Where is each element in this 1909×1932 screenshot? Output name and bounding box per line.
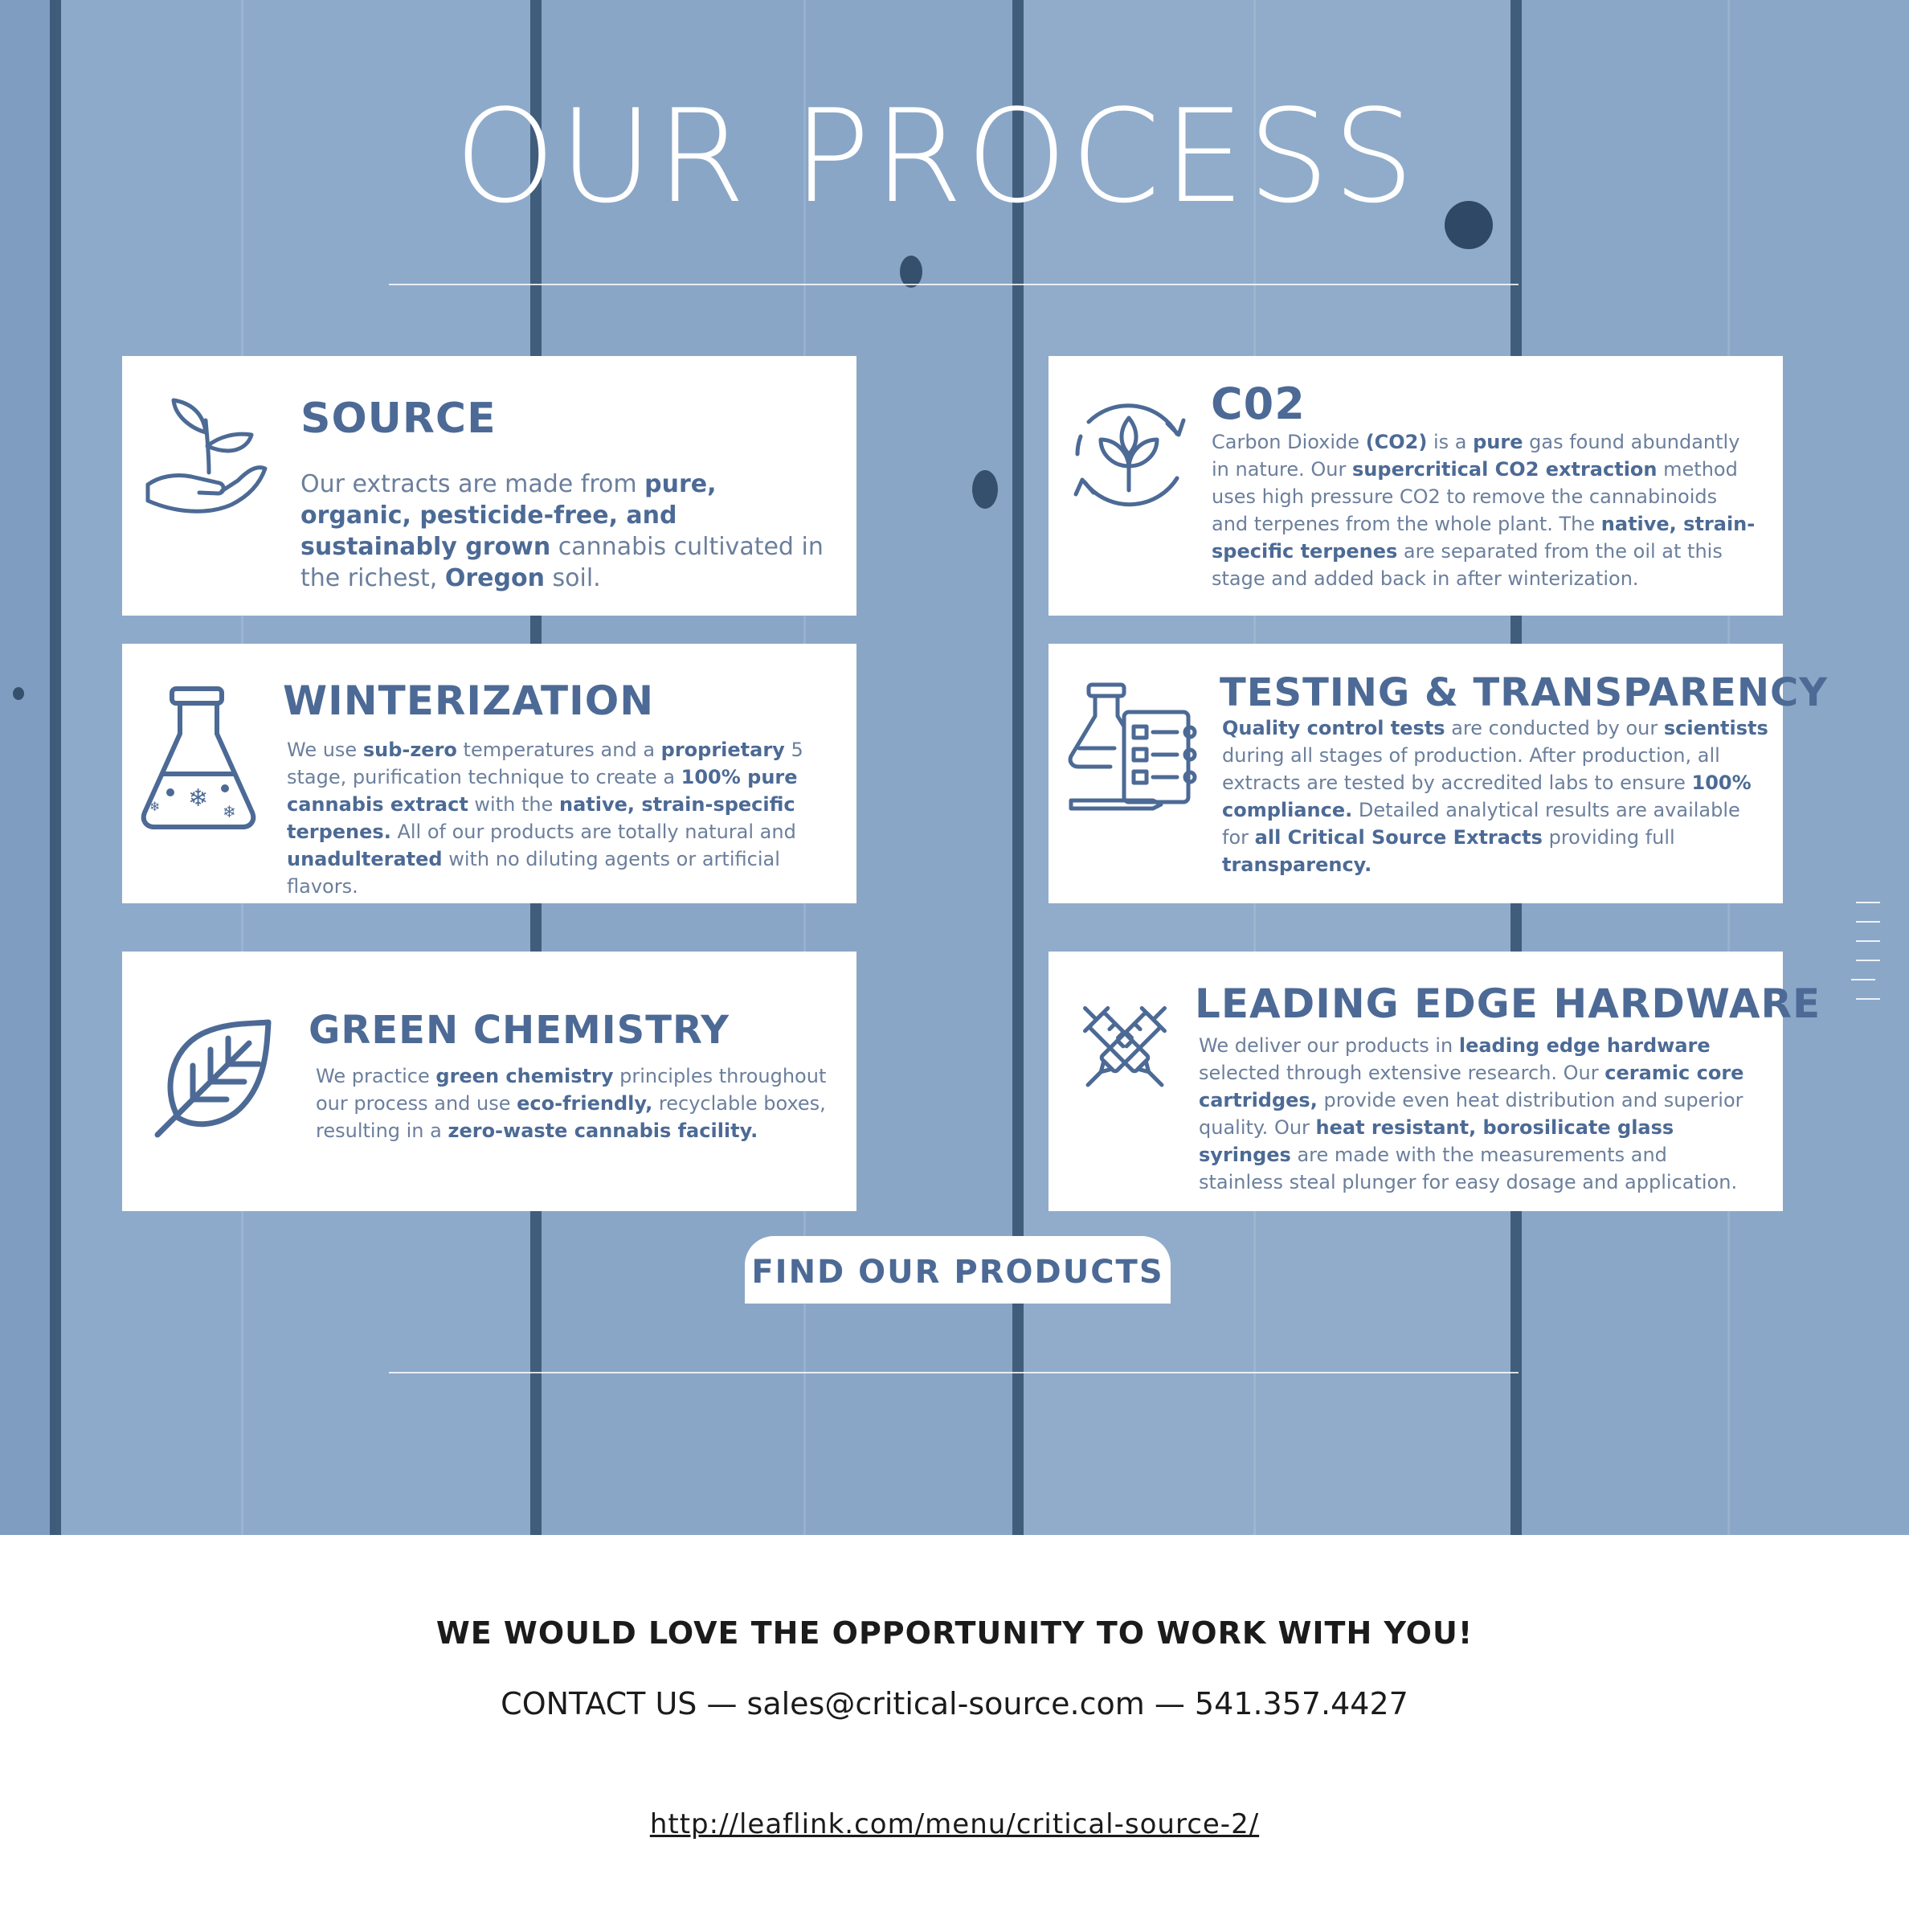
text-segment: are conducted by our: [1445, 717, 1664, 739]
bold-text-segment: pure: [1473, 431, 1523, 453]
bold-text-segment: (CO2): [1365, 431, 1428, 453]
bold-text-segment: ceramic core cartridges,: [1199, 1062, 1744, 1111]
bold-text-segment: zero-waste cannabis facility.: [448, 1119, 758, 1142]
text-segment: recyclable boxes, resulting in a: [316, 1092, 826, 1142]
text-segment: with no diluting agents or artificial flavors.: [287, 848, 780, 898]
bold-text-segment: Quality control tests: [1222, 717, 1445, 739]
text-segment: All of our products are totally natural and: [390, 821, 796, 843]
text-segment: are separated from the oil at this stage and added back in after winterization.: [1212, 540, 1723, 590]
bold-text-segment: proprietary: [660, 739, 785, 761]
text-segment: gas found abundantly in nature. Our: [1212, 431, 1740, 481]
nav-dot[interactable]: [1856, 960, 1880, 961]
nav-dot[interactable]: [1856, 921, 1880, 923]
card-title: WINTERIZATION: [283, 677, 655, 724]
bold-text-segment: unadulterated: [287, 848, 443, 870]
bold-text-segment: green chemistry: [435, 1065, 614, 1087]
text-segment: Detailed analytical results are available for: [1222, 799, 1740, 849]
flask-snowflake-icon: [138, 684, 259, 836]
page-title: OUR PROCESS: [454, 81, 1418, 231]
bold-text-segment: 100% compliance.: [1222, 772, 1752, 821]
bold-text-segment: supercritical CO2 extraction: [1352, 458, 1658, 481]
card-description: [1222, 714, 1768, 878]
text-segment: soil.: [544, 564, 601, 592]
find-products-button[interactable]: FIND OUR PRODUCTS: [745, 1236, 1171, 1304]
card-title: LEADING EDGE HARDWARE: [1195, 980, 1821, 1027]
text-segment: are made with the measurements and stainless steal plunger for easy dosage and application.: [1199, 1144, 1738, 1193]
text-segment: method uses high pressure CO2 to remove the cannabinoids and terpenes from the whole plant. The: [1212, 458, 1738, 535]
leaflink-menu-link[interactable]: http://leaflink.com/menu/critical-source-2/: [649, 1808, 1260, 1840]
bold-text-segment: leading edge hardware: [1458, 1034, 1711, 1057]
text-segment: cannabis cultivated in the richest,: [300, 533, 824, 592]
card-title: TESTING & TRANSPARENCY: [1220, 670, 1828, 715]
bold-text-segment: native, strain-specific terpenes.: [287, 793, 795, 843]
bold-text-segment: 100% pure cannabis extract: [287, 766, 798, 816]
card-description: [1212, 428, 1758, 592]
card-description: [287, 736, 833, 900]
bold-text-segment: Oregon: [444, 564, 545, 592]
card-description: [316, 1062, 830, 1144]
card-description: [300, 469, 831, 594]
text-segment: Our extracts are made from: [300, 470, 645, 498]
bold-text-segment: eco-friendly,: [517, 1092, 653, 1115]
footer-link-container: [0, 1808, 1909, 1840]
card-description: [1199, 1032, 1745, 1196]
bold-text-segment: native, strain-specific terpenes: [1212, 513, 1756, 563]
card-source: [122, 356, 856, 616]
leaf-icon: [154, 1017, 275, 1141]
wood-knot: [900, 256, 922, 288]
lab-checklist-icon: [1066, 680, 1203, 820]
svg-text:❄: ❄: [188, 784, 209, 813]
text-segment: We use: [287, 739, 363, 761]
text-segment: We practice: [316, 1065, 436, 1087]
nav-dot-active[interactable]: [1851, 979, 1875, 980]
nav-dot[interactable]: [1856, 940, 1880, 942]
card-title: GREEN CHEMISTRY: [309, 1008, 730, 1053]
bold-text-segment: all Critical Source Extracts: [1254, 826, 1543, 849]
wood-knot: [13, 687, 24, 700]
text-segment: Carbon Dioxide: [1212, 431, 1366, 453]
svg-text:❄: ❄: [223, 802, 236, 821]
text-segment: with the: [468, 793, 559, 816]
text-segment: temperatures and a: [456, 739, 661, 761]
text-segment: is a: [1427, 431, 1474, 453]
nav-dot[interactable]: [1856, 902, 1880, 903]
divider-bottom: [389, 1372, 1519, 1373]
text-segment: during all stages of production. After production, all extracts are tested by accredited labs to ensure: [1222, 744, 1720, 794]
bold-text-segment: transparency.: [1222, 853, 1372, 876]
bold-text-segment: heat resistant, borosilicate glass syringes: [1199, 1116, 1674, 1166]
bold-text-segment: scientists: [1663, 717, 1768, 739]
nav-dot[interactable]: [1856, 998, 1880, 1000]
text-segment: selected through extensive research. Our: [1199, 1062, 1605, 1084]
text-segment: providing full: [1542, 826, 1675, 849]
card-hardware: [1049, 952, 1821, 1211]
divider-top: [389, 284, 1519, 285]
footer-headline: WE WOULD LOVE THE OPPORTUNITY TO WORK WITH YOU!: [435, 1615, 1474, 1651]
text-segment: provide even heat distribution and superior quality. Our: [1199, 1089, 1743, 1139]
crossed-syringes-icon: [1065, 992, 1185, 1107]
card-co2: [1049, 356, 1783, 616]
card-title: SOURCE: [300, 395, 497, 443]
recycle-leaf-icon: [1065, 390, 1193, 522]
section-nav-dots[interactable]: [1856, 902, 1880, 1017]
card-winterization: [122, 644, 856, 903]
footer-contact: CONTACT US — sales@critical-source.com — 541.357.4427: [501, 1686, 1408, 1721]
text-segment: We deliver our products in: [1199, 1034, 1459, 1057]
card-green-chemistry: [122, 952, 856, 1211]
wood-knot: [972, 470, 998, 509]
bold-text-segment: pure, organic, pesticide-free, and sustainably grown: [300, 470, 717, 561]
text-segment: 5 stage, purification technique to create a: [287, 739, 803, 788]
card-title: C02: [1211, 379, 1306, 429]
svg-text:❄: ❄: [149, 799, 161, 814]
plant-in-hand-icon: [143, 396, 272, 520]
bold-text-segment: sub-zero: [362, 739, 457, 761]
text-segment: principles throughout our process and use: [316, 1065, 827, 1115]
card-testing: [1049, 644, 1828, 903]
